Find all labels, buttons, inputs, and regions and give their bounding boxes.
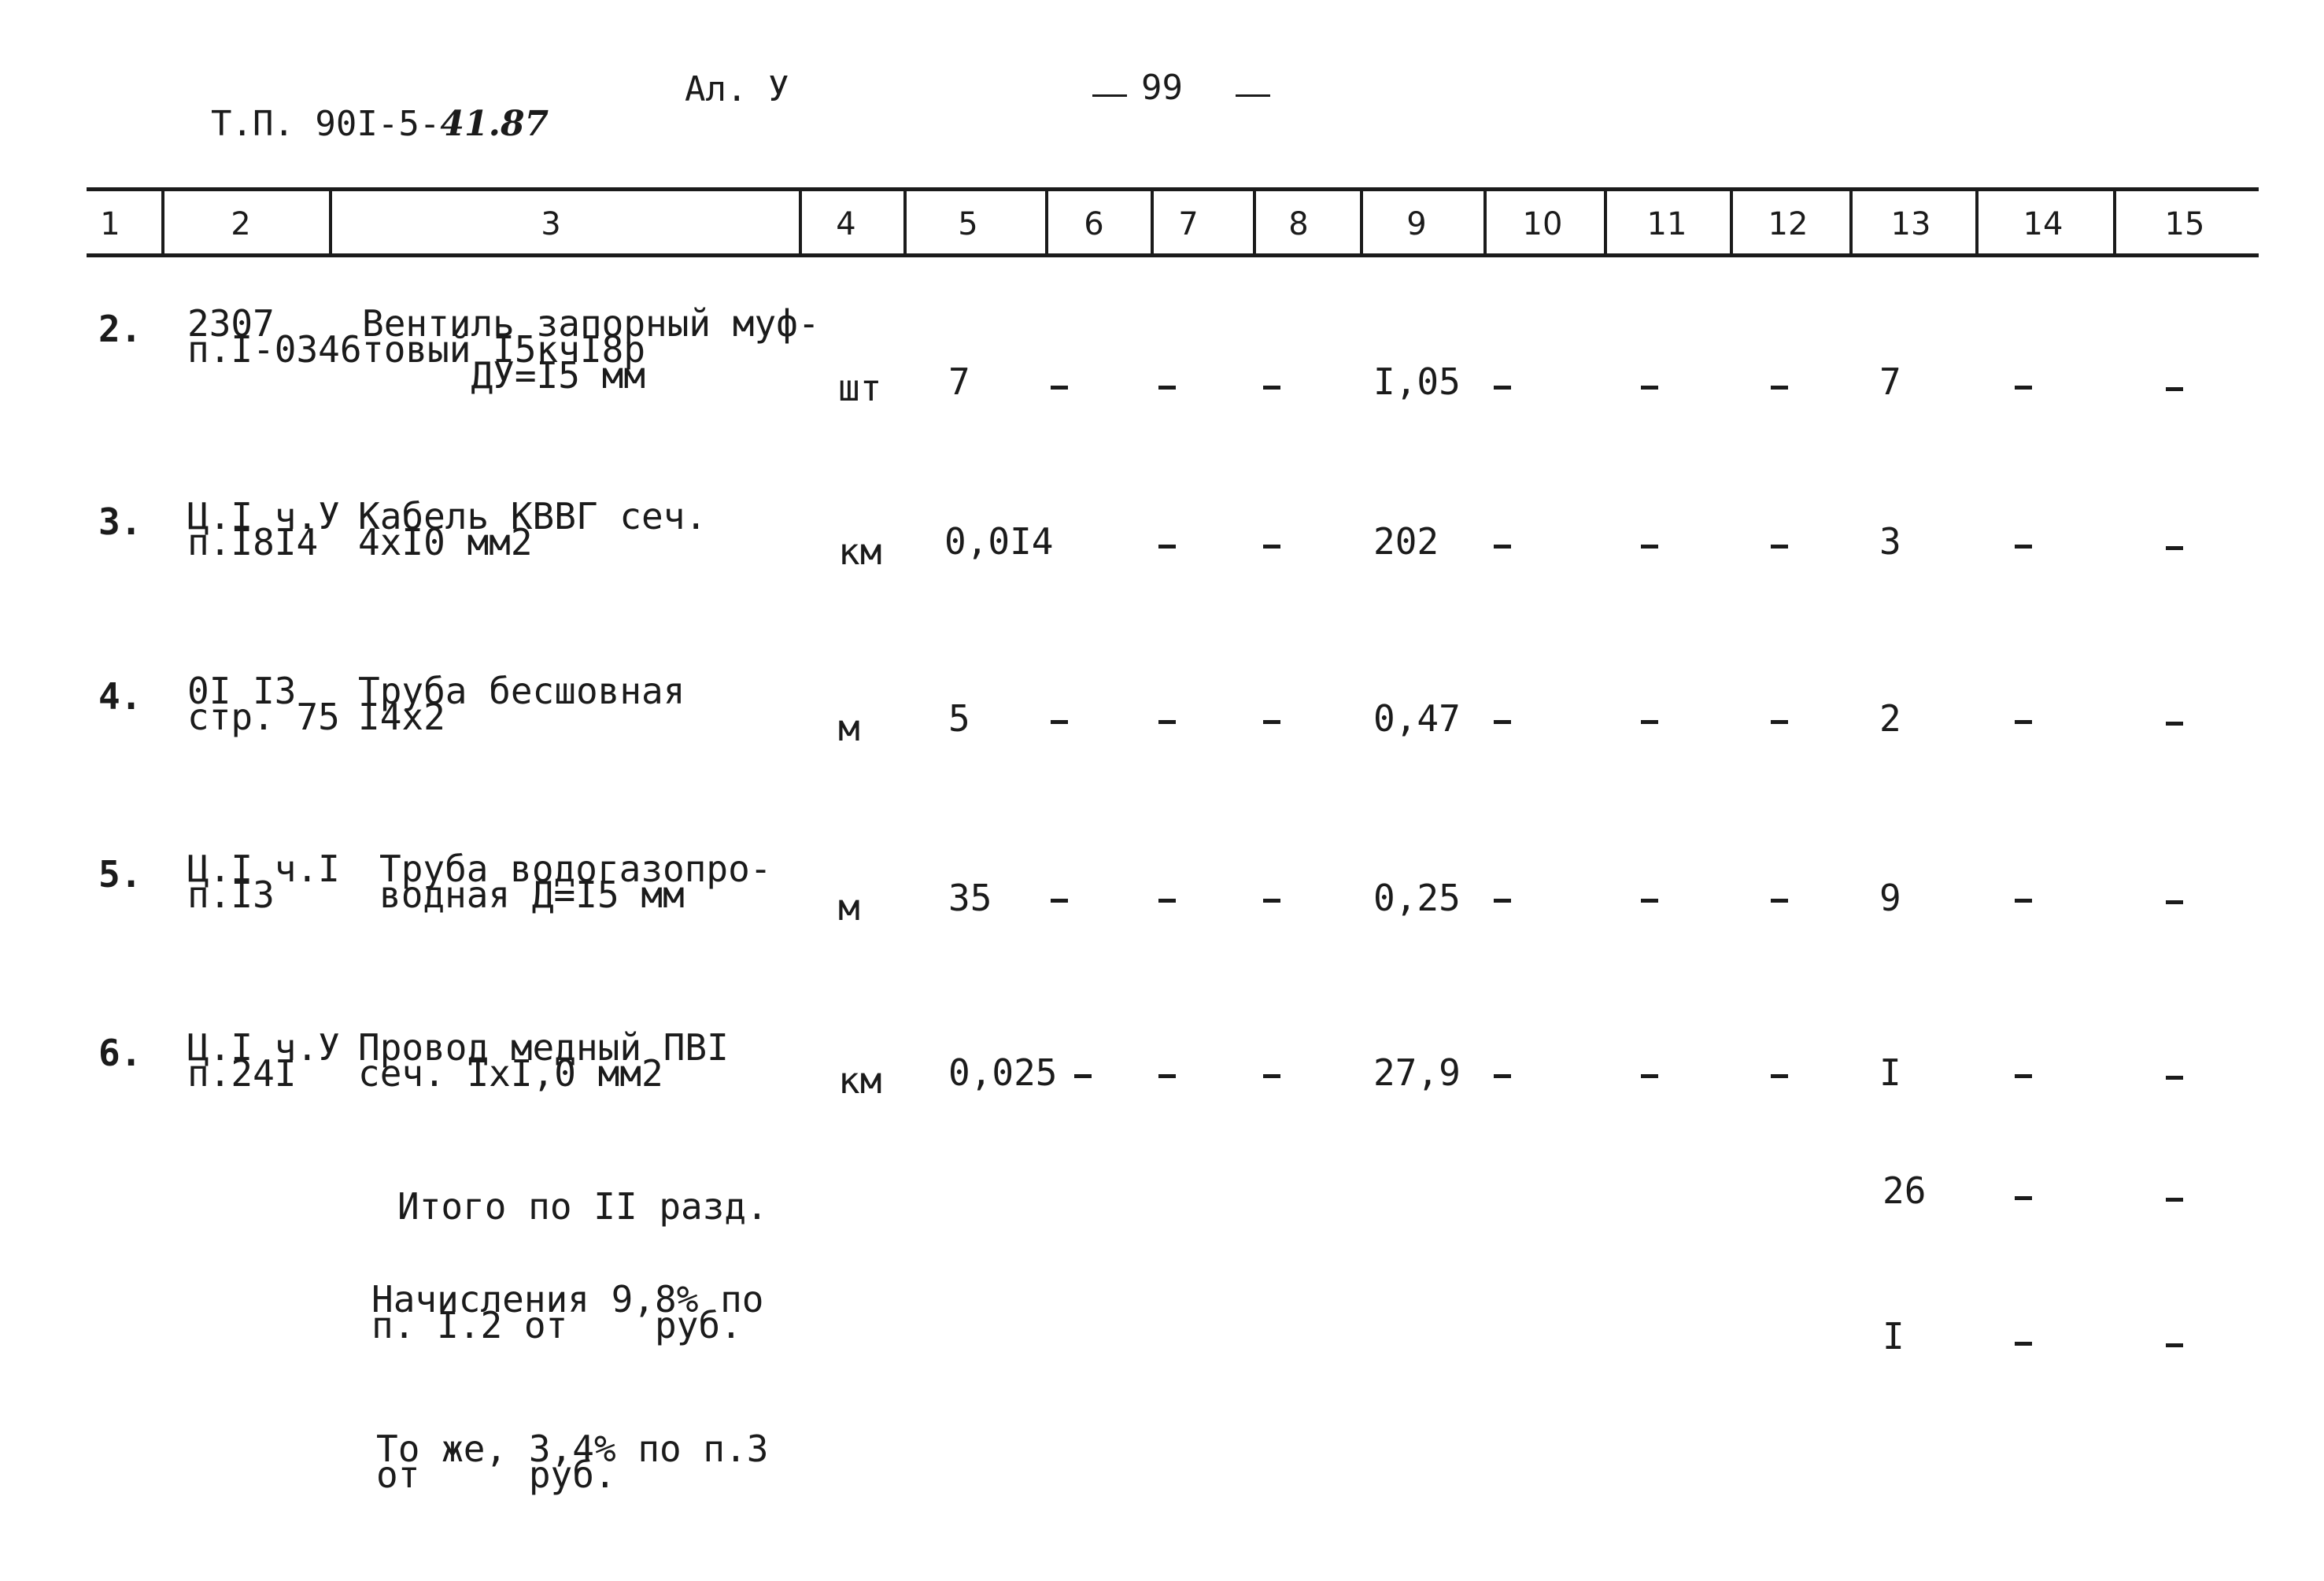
column-divider (161, 189, 164, 255)
column-divider (799, 189, 802, 255)
row-cost: 7 (1879, 360, 1901, 403)
row-description: Труба водогазопро- водная Д=I5 мм (379, 848, 772, 917)
column-number: 15 (2164, 206, 2205, 242)
row-quantity: 0,0I4 (944, 520, 1054, 563)
column-number: 1 (100, 206, 120, 242)
row-price: 0,25 (1373, 877, 1461, 919)
row-number: 4. (98, 675, 142, 718)
row-unit: км (838, 1059, 882, 1102)
page-number-dash-right (1236, 94, 1270, 97)
row-unit: км (838, 530, 882, 573)
column-divider (903, 189, 907, 255)
row-cost: 3 (1879, 520, 1901, 563)
charge-value: I (1882, 1315, 1905, 1358)
row-description: Кабель КВВГ сеч. 4хI0 мм2 (358, 495, 708, 564)
column-number: 3 (541, 206, 561, 242)
column-divider (1045, 189, 1048, 255)
column-number: 6 (1084, 206, 1104, 242)
column-divider (1253, 189, 1256, 255)
column-divider (1975, 189, 1979, 255)
column-number: 11 (1646, 206, 1687, 242)
row-cost: 9 (1879, 877, 1901, 919)
column-divider (1849, 189, 1853, 255)
column-number: 2 (231, 206, 251, 242)
row-number: 6. (98, 1032, 142, 1074)
column-divider (1604, 189, 1607, 255)
row-reference: 0I I3 стр. 75 (187, 670, 340, 739)
total-value: 26 (1882, 1169, 1927, 1212)
document-code-handwritten: 41.87 (440, 104, 549, 144)
row-quantity: 7 (948, 360, 970, 403)
charge-label-2: То же, 3,4% по п.3 от руб. (376, 1428, 769, 1497)
column-divider (1151, 189, 1154, 255)
column-number: 9 (1406, 206, 1427, 242)
column-number: 14 (2023, 206, 2064, 242)
column-divider (329, 189, 332, 255)
row-cost: I (1879, 1051, 1901, 1094)
row-description: Провод медный ПВI сеч. IхI,0 мм2 (358, 1026, 729, 1095)
row-number: 3. (98, 501, 142, 543)
row-cost: 2 (1879, 697, 1901, 740)
column-number: 5 (958, 206, 978, 242)
column-divider (1483, 189, 1487, 255)
row-quantity: 5 (948, 697, 970, 740)
row-price: 0,47 (1373, 697, 1461, 740)
document-code (169, 72, 549, 142)
table-header-rule (87, 253, 2259, 257)
row-description: Труба бесшовная I4х2 (358, 670, 685, 739)
row-price: I,05 (1373, 360, 1461, 403)
column-number: 12 (1768, 206, 1809, 242)
row-price: 202 (1373, 520, 1439, 563)
row-quantity: 35 (948, 877, 992, 919)
row-reference: Ц.I ч.I п.I3 (187, 848, 340, 917)
table-top-rule (87, 187, 2259, 191)
column-number: 7 (1178, 206, 1199, 242)
row-reference: 2307 п.I-0346 (187, 302, 362, 371)
row-unit: шт (838, 367, 882, 409)
page-number: 99 (1141, 68, 1183, 108)
column-number: 8 (1288, 206, 1309, 242)
row-price: 27,9 (1373, 1051, 1461, 1094)
row-description: Вентиль запорный муф- товый I5кчI8р ДУ=I5 мм (362, 302, 820, 397)
document-code-prefix: Т.П. 90I-5- (210, 104, 441, 144)
album-label: Ал. У (685, 69, 789, 109)
row-number: 2. (98, 308, 142, 350)
column-number: 13 (1890, 206, 1931, 242)
row-quantity: 0,025 (948, 1051, 1058, 1094)
charge-label: Начисления 9,8% по п. I.2 от руб. (371, 1278, 764, 1347)
total-label: Итого по II разд. (397, 1185, 768, 1228)
column-number: 4 (836, 206, 856, 242)
row-number: 5. (98, 853, 142, 896)
column-number: 10 (1522, 206, 1563, 242)
column-divider (1360, 189, 1363, 255)
column-divider (1730, 189, 1733, 255)
row-unit: м (838, 707, 860, 749)
row-unit: м (838, 886, 860, 929)
column-divider (2113, 189, 2116, 255)
row-reference: Ц.I ч.У п.I8I4 (187, 495, 340, 564)
page-number-dash-left (1092, 94, 1127, 97)
row-reference: Ц.I ч.У п.24I (187, 1026, 340, 1095)
